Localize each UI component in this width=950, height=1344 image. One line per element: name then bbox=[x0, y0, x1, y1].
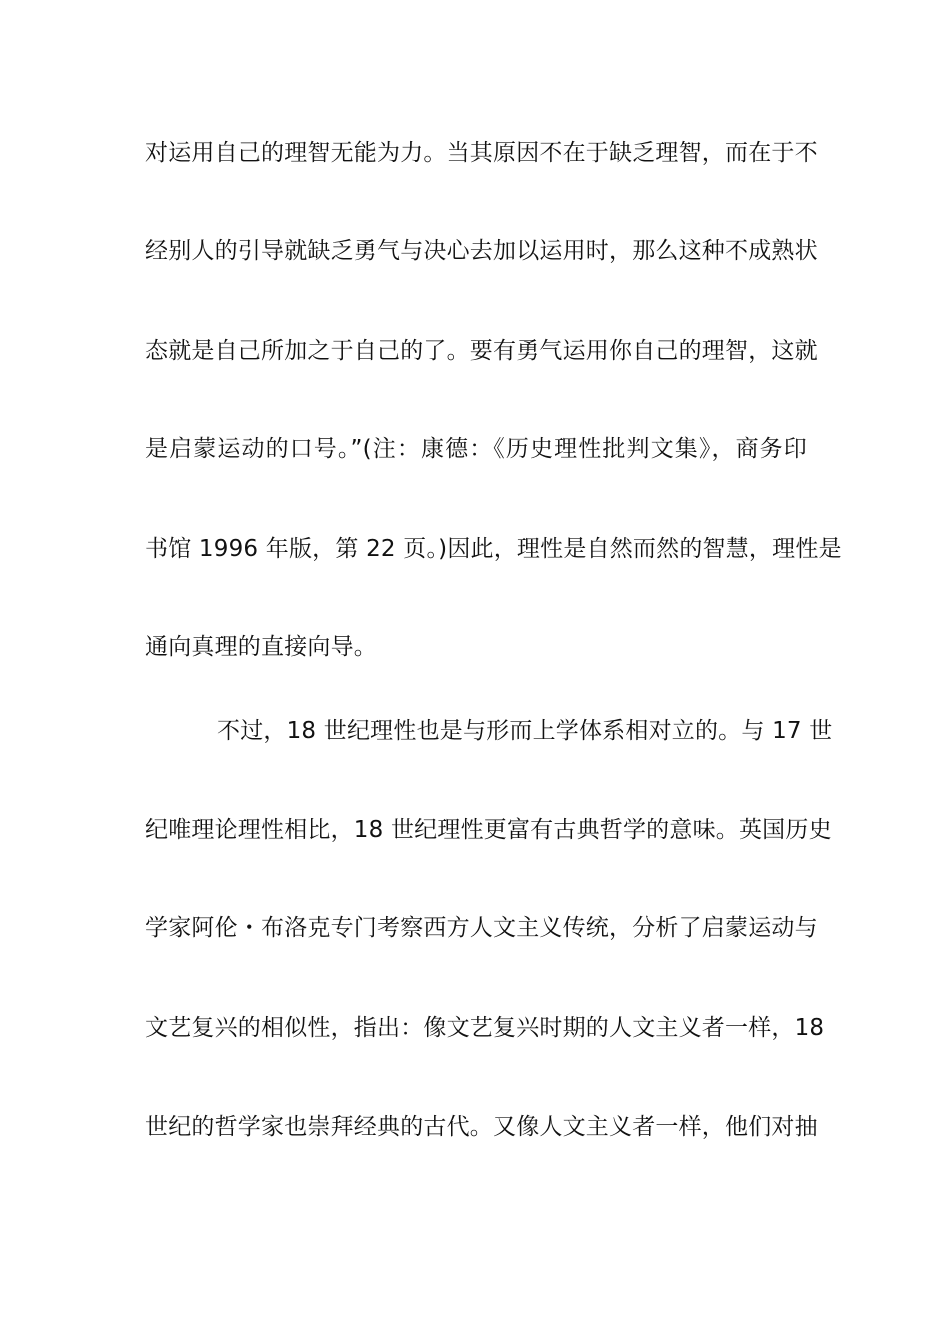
text-line-11: 世纪的哲学家也崇拜经典的古代。又像人文主义者一样，他们对抽 bbox=[145, 1114, 818, 1140]
text-line-8: 纪唯理论理性相比，18 世纪理性更富有古典哲学的意味。英国历史 bbox=[145, 817, 832, 843]
text-line-5: 书馆 1996 年版，第 22 页。)因此，理性是自然而然的智慧，理性是 bbox=[145, 536, 842, 562]
text-line-1: 对运用自己的理智无能为力。当其原因不在于缺乏理智，而在于不 bbox=[145, 140, 818, 166]
text-line-9: 学家阿伦・布洛克专门考察西方人文主义传统，分析了启蒙运动与 bbox=[145, 915, 818, 941]
text-line-6: 通向真理的直接向导。 bbox=[145, 634, 377, 660]
text-line-10: 文艺复兴的相似性，指出：像文艺复兴时期的人文主义者一样，18 bbox=[145, 1015, 825, 1041]
paragraph-start-line: 不过，18 世纪理性也是与形而上学体系相对立的。与 17 世 bbox=[217, 718, 833, 744]
text-line-2: 经别人的引导就缺乏勇气与决心去加以运用时，那么这种不成熟状 bbox=[145, 238, 818, 264]
text-line-4: 是启蒙运动的口号。”(注：康德：《历史理性批判文集》，商务印 bbox=[145, 436, 807, 462]
text-line-3: 态就是自己所加之于自己的了。要有勇气运用你自己的理智，这就 bbox=[145, 338, 818, 364]
